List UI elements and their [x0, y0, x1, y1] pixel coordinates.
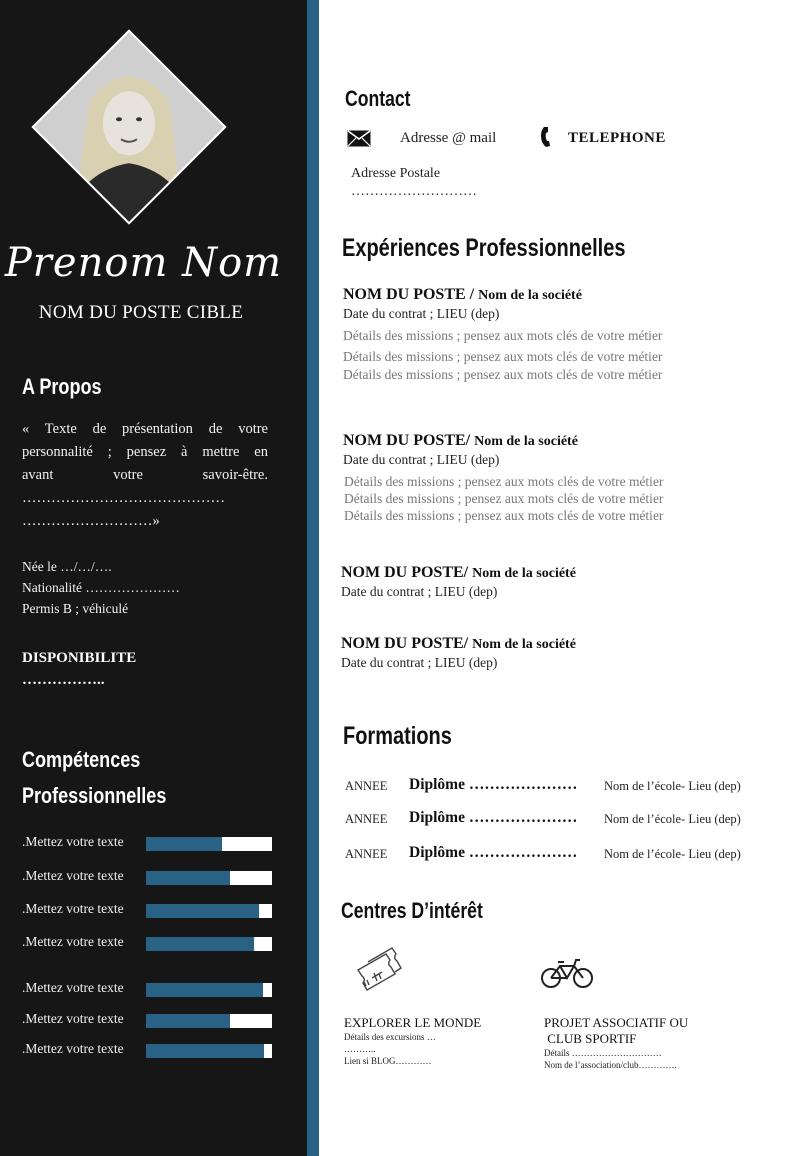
skill-row — [22, 868, 282, 888]
skill-bar — [146, 1014, 272, 1028]
skill-label: .Mettez votre texte — [22, 1011, 124, 1026]
education-row — [345, 776, 765, 798]
envelope-icon — [347, 130, 371, 147]
skill-label: .Mettez votre texte — [22, 1041, 124, 1056]
skill-bar-fill — [146, 837, 222, 851]
job-target: NOM DU POSTE CIBLE — [38, 302, 244, 323]
job-title-line — [343, 286, 763, 304]
skill-label: .Mettez votre texte — [22, 980, 124, 995]
skill-bar-fill — [146, 937, 254, 951]
interests-heading: Centres D’intérêt — [341, 898, 483, 923]
skill-bar — [146, 983, 272, 997]
phone-field: TELEPHONE — [568, 130, 666, 146]
interest-title: PROJET ASSOCIATIF OU — [544, 1015, 689, 1030]
job-title: NOM DU POSTE / — [343, 286, 479, 303]
skill-label: .Mettez votre texte — [22, 868, 124, 883]
job-entry — [341, 635, 761, 671]
driving-license: Permis B ; véhiculé — [22, 601, 129, 616]
job-date: Date du contrat ; LIEU (dep) — [343, 452, 500, 467]
skill-row — [22, 1041, 282, 1061]
education-diploma: Diplôme ………………… — [409, 776, 578, 793]
skill-bar — [146, 937, 272, 951]
skill-label: .Mettez votre texte — [22, 934, 124, 949]
job-mission: Détails des missions ; pensez aux mots clés de votre métier — [344, 491, 664, 506]
education-year: ANNEE — [345, 812, 388, 826]
plane-ticket-icon — [352, 944, 408, 994]
postal-address-value: ……………………… — [351, 184, 477, 199]
skill-row — [22, 980, 282, 1000]
about-line: personnalité ; pensez à mettre en — [22, 444, 268, 460]
portrait-image — [31, 31, 226, 224]
about-heading: A Propos — [22, 374, 102, 399]
education-school: Nom de l’école- Lieu (dep) — [604, 779, 741, 793]
company-name: Nom de la société — [474, 434, 578, 449]
interest-detail: Lien si BLOG………… — [344, 1056, 432, 1066]
sidebar — [0, 0, 307, 1156]
contact-heading: Contact — [345, 86, 411, 111]
company-name: Nom de la société — [478, 288, 582, 303]
interest-detail: Détails des excursions … — [344, 1032, 436, 1042]
about-line: …………………………………… — [22, 490, 225, 506]
education-year: ANNEE — [345, 847, 388, 861]
job-entry — [343, 432, 763, 524]
skills-heading-line: Professionnelles — [22, 783, 167, 808]
job-mission: Détails des missions ; pensez aux mots clés de votre métier — [343, 328, 663, 343]
job-date: Date du contrat ; LIEU (dep) — [341, 655, 498, 670]
skills-heading — [22, 742, 166, 814]
availability-value: …………….. — [22, 672, 105, 688]
education-school: Nom de l’école- Lieu (dep) — [604, 847, 741, 861]
interest-item — [544, 1015, 688, 1071]
skill-row — [22, 1011, 282, 1031]
skill-bar-fill — [146, 983, 263, 997]
birth-date: Née le …/…/…. — [22, 559, 112, 574]
skill-row — [22, 901, 282, 921]
profile-photo — [31, 29, 226, 224]
education-diploma: Diplôme ………………… — [409, 809, 578, 826]
experience-heading: Expériences Professionnelles — [342, 234, 626, 262]
job-entry — [343, 286, 763, 383]
skills-heading-line: Compétences — [22, 747, 141, 772]
education-row — [345, 844, 765, 866]
job-entry — [341, 564, 761, 600]
accent-stripe — [307, 0, 319, 1156]
skill-bar-fill — [146, 871, 230, 885]
skill-bar — [146, 837, 272, 851]
skill-bar — [146, 904, 272, 918]
skill-bar-fill — [146, 1044, 264, 1058]
skill-row — [22, 834, 282, 854]
skill-bar — [146, 871, 272, 885]
about-line: avant votre savoir-être. — [22, 467, 268, 483]
availability-label: DISPONIBILITE — [22, 650, 137, 666]
about-text — [22, 418, 268, 533]
interest-title: CLUB SPORTIF — [544, 1031, 637, 1046]
postal-address: Adresse Postale — [351, 166, 441, 181]
interest-detail: ……….. — [344, 1044, 376, 1054]
job-mission: Détails des missions ; pensez aux mots clés de votre métier — [343, 367, 663, 382]
education-row — [345, 809, 765, 831]
job-mission: Détails des missions ; pensez aux mots clés de votre métier — [343, 349, 663, 364]
about-line: ………………………» — [22, 513, 160, 529]
bicycle-icon — [540, 956, 594, 990]
interest-item — [344, 1015, 481, 1067]
skill-bar — [146, 1044, 272, 1058]
job-title: NOM DU POSTE/ — [341, 564, 473, 581]
job-title: NOM DU POSTE/ — [341, 635, 473, 652]
education-heading: Formations — [343, 722, 452, 750]
job-date: Date du contrat ; LIEU (dep) — [343, 306, 500, 321]
education-year: ANNEE — [345, 779, 388, 793]
skill-label: .Mettez votre texte — [22, 834, 124, 849]
job-title-line — [341, 564, 761, 582]
phone-icon — [540, 126, 556, 148]
job-mission: Détails des missions ; pensez aux mots clés de votre métier — [344, 474, 664, 489]
interest-detail: Nom de l’association/club…………. — [544, 1060, 677, 1070]
company-name: Nom de la société — [472, 637, 576, 652]
email-field: Adresse @ mail — [400, 130, 497, 146]
education-diploma: Diplôme ………………… — [409, 844, 578, 861]
interest-title: EXPLORER LE MONDE — [344, 1015, 482, 1030]
job-mission: Détails des missions ; pensez aux mots clés de votre métier — [344, 508, 664, 523]
job-date: Date du contrat ; LIEU (dep) — [341, 584, 498, 599]
candidate-name: Prenom Nom — [4, 240, 283, 286]
company-name: Nom de la société — [472, 566, 576, 581]
about-line: « Texte de présentation de votre — [22, 421, 268, 437]
education-school: Nom de l’école- Lieu (dep) — [604, 812, 741, 826]
skill-bar-fill — [146, 904, 259, 918]
job-title: NOM DU POSTE/ — [343, 432, 475, 449]
interest-detail: Détails ………………………… — [544, 1048, 662, 1058]
job-title-line — [341, 635, 761, 653]
job-title-line — [343, 432, 763, 450]
skill-row — [22, 934, 282, 954]
skill-label: .Mettez votre texte — [22, 901, 124, 916]
skill-bar-fill — [146, 1014, 230, 1028]
personal-info — [22, 556, 180, 619]
nationality: Nationalité ………………… — [22, 580, 180, 595]
